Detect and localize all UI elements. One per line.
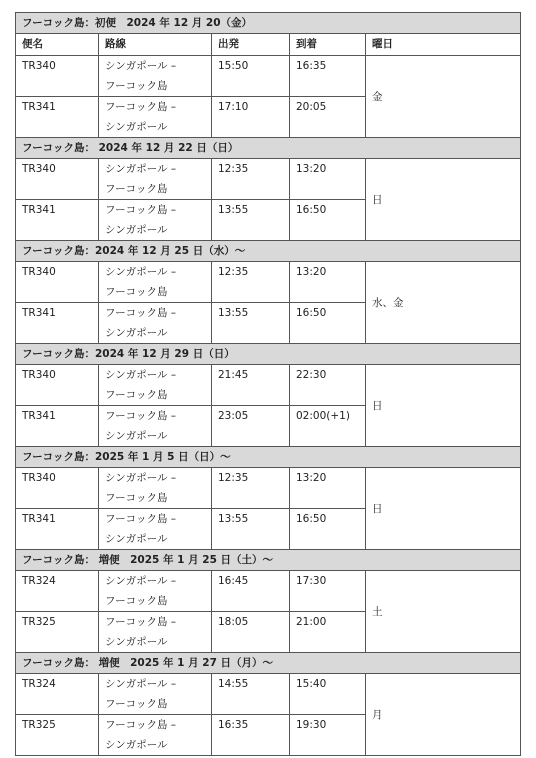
route-cell (99, 612, 212, 653)
flight-number: TR325 (16, 612, 99, 653)
arrival-time: 16:50 (290, 509, 366, 550)
route-cell (99, 303, 212, 344)
route-line: シンガポール – (105, 678, 177, 690)
flight-number: TR324 (16, 674, 99, 715)
section-title: フーコック島：2025 年 1 月 5 日（日）～ (16, 447, 521, 468)
section-header-row (16, 653, 521, 674)
route-header: 路線 (99, 34, 212, 56)
flight-row (16, 571, 521, 612)
route-line: シンガポール – (105, 369, 177, 381)
section-title: フーコック島：2024 年 12 月 29 日（日） (16, 344, 521, 365)
route-cell (99, 509, 212, 550)
route-cell (99, 715, 212, 756)
flight-number: TR340 (16, 159, 99, 200)
route-line: フーコック島 – (105, 410, 177, 422)
route-line: フーコック島 – (105, 101, 177, 113)
route-cell (99, 262, 212, 303)
section-title: フーコック島： 2024 年 12 月 22 日（日） (16, 138, 521, 159)
column-header-row (16, 34, 521, 56)
departure-time: 12:35 (212, 468, 290, 509)
arrival-header: 到着 (290, 34, 366, 56)
arrival-time: 13:20 (290, 468, 366, 509)
flight-number-header: 便名 (16, 34, 99, 56)
route-line: フーコック島 – (105, 616, 177, 628)
arrival-time: 21:00 (290, 612, 366, 653)
departure-time: 23:05 (212, 406, 290, 447)
route-line: シンガポール (105, 636, 168, 648)
arrival-time: 13:20 (290, 159, 366, 200)
route-line: シンガポール – (105, 266, 177, 278)
section-header-row (16, 550, 521, 571)
section-title: フーコック島： 増便 2025 年 1 月 25 日（土）～ (16, 550, 521, 571)
route-line: フーコック島 (105, 286, 168, 298)
route-cell (99, 97, 212, 138)
flight-row (16, 56, 521, 97)
flight-number: TR341 (16, 303, 99, 344)
operating-days: 金 (366, 56, 521, 138)
flight-number: TR324 (16, 571, 99, 612)
departure-time: 15:50 (212, 56, 290, 97)
route-cell (99, 56, 212, 97)
departure-time: 18:05 (212, 612, 290, 653)
flight-number: TR340 (16, 365, 99, 406)
flight-row (16, 365, 521, 406)
arrival-time: 13:20 (290, 262, 366, 303)
flight-number: TR341 (16, 97, 99, 138)
departure-time: 13:55 (212, 509, 290, 550)
timetable-body (16, 13, 521, 756)
section-title: フーコック島：初便 2024 年 12 月 20（金） (16, 13, 521, 34)
route-line: フーコック島 (105, 183, 168, 195)
arrival-time: 15:40 (290, 674, 366, 715)
operating-days: 日 (366, 365, 521, 447)
flight-number: TR341 (16, 200, 99, 241)
route-line: フーコック島 (105, 492, 168, 504)
route-line: フーコック島 (105, 698, 168, 710)
weekday-header: 曜日 (366, 34, 521, 56)
departure-time: 21:45 (212, 365, 290, 406)
section-header-row (16, 344, 521, 365)
flight-number: TR325 (16, 715, 99, 756)
departure-header: 出発 (212, 34, 290, 56)
flight-row (16, 159, 521, 200)
route-line: フーコック島 – (105, 204, 177, 216)
operating-days: 日 (366, 468, 521, 550)
route-cell (99, 200, 212, 241)
departure-time: 13:55 (212, 303, 290, 344)
operating-days: 月 (366, 674, 521, 756)
departure-time: 17:10 (212, 97, 290, 138)
flight-row (16, 262, 521, 303)
route-cell (99, 159, 212, 200)
route-line: シンガポール – (105, 163, 177, 175)
flight-number: TR340 (16, 56, 99, 97)
route-cell (99, 365, 212, 406)
section-header-row (16, 13, 521, 34)
section-header-row (16, 241, 521, 262)
operating-days: 土 (366, 571, 521, 653)
flight-number: TR341 (16, 406, 99, 447)
route-line: シンガポール (105, 327, 168, 339)
arrival-time: 16:35 (290, 56, 366, 97)
departure-time: 14:55 (212, 674, 290, 715)
flight-row (16, 468, 521, 509)
flight-number: TR340 (16, 468, 99, 509)
flight-row (16, 674, 521, 715)
arrival-time: 16:50 (290, 303, 366, 344)
route-line: シンガポール – (105, 60, 177, 72)
flight-timetable (15, 12, 521, 756)
departure-time: 13:55 (212, 200, 290, 241)
departure-time: 12:35 (212, 159, 290, 200)
arrival-time: 22:30 (290, 365, 366, 406)
arrival-time: 16:50 (290, 200, 366, 241)
route-line: シンガポール – (105, 575, 177, 587)
departure-time: 16:35 (212, 715, 290, 756)
route-cell (99, 468, 212, 509)
route-line: シンガポール (105, 533, 168, 545)
arrival-time: 17:30 (290, 571, 366, 612)
flight-number: TR341 (16, 509, 99, 550)
route-line: シンガポール (105, 121, 168, 133)
route-line: フーコック島 – (105, 307, 177, 319)
route-cell (99, 571, 212, 612)
route-cell (99, 674, 212, 715)
operating-days: 水、金 (366, 262, 521, 344)
route-line: フーコック島 (105, 389, 168, 401)
section-header-row (16, 138, 521, 159)
route-line: シンガポール (105, 739, 168, 751)
route-cell (99, 406, 212, 447)
route-line: フーコック島 (105, 80, 168, 92)
departure-time: 12:35 (212, 262, 290, 303)
section-header-row (16, 447, 521, 468)
route-line: フーコック島 – (105, 513, 177, 525)
route-line: シンガポール (105, 430, 168, 442)
departure-time: 16:45 (212, 571, 290, 612)
operating-days: 日 (366, 159, 521, 241)
flight-number: TR340 (16, 262, 99, 303)
arrival-time: 19:30 (290, 715, 366, 756)
arrival-time: 02:00(+1) (290, 406, 366, 447)
route-line: シンガポール (105, 224, 168, 236)
route-line: フーコック島 – (105, 719, 177, 731)
section-title: フーコック島： 増便 2025 年 1 月 27 日（月）～ (16, 653, 521, 674)
arrival-time: 20:05 (290, 97, 366, 138)
route-line: フーコック島 (105, 595, 168, 607)
route-line: シンガポール – (105, 472, 177, 484)
section-title: フーコック島：2024 年 12 月 25 日（水）～ (16, 241, 521, 262)
